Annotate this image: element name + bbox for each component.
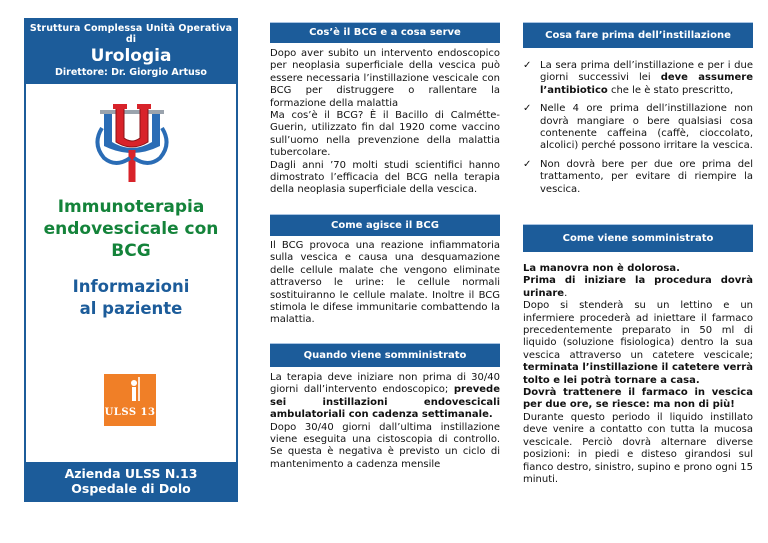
before-instillation-list (523, 60, 753, 202)
cover-panel (24, 18, 238, 502)
department-title: Urologia (90, 46, 172, 66)
when-administered-text: La terapia deve iniziare non prima di 30/40 giorni dall’intervento endoscopico; prevede sei instillazioni endovescicali ambulatoriali con cadenza settimanale. Dopo 30/40 giorni dall’ultima instillazione viene eseguita una cistoscopia di controllo. Se questa è negativa è previsto un ciclo di mantenimento a cadenza mensile (270, 372, 500, 470)
ulss-logo (104, 374, 156, 426)
section-header-before-instillation: Cosa fare prima dell’instillazione (523, 22, 753, 48)
brochure-title: Immunoterapia endovescicale con BCG (43, 197, 219, 261)
director-line: Direttore: Dr. Giorgio Artuso (55, 67, 207, 78)
section-header-how-it-works: Come agisce il BCG (270, 214, 500, 236)
hospital-footer: Azienda ULSS N.13 Ospedale di Dolo (26, 462, 236, 500)
check-icon: ✓ (523, 103, 532, 115)
section-header-how-administered: Come viene somministrato (523, 224, 753, 252)
cover-header (26, 20, 236, 84)
person-icon (104, 374, 156, 404)
urology-logo-icon (82, 98, 182, 188)
department-line: Struttura Complessa Unità Operativa di (29, 23, 233, 45)
ulss-logo-text: ULSS 13 (104, 407, 156, 418)
list-item: ✓ Non dovrà bere per due ore prima del trattamento, per evitare di riempire la vescica. (523, 158, 753, 195)
how-administered-text: La manovra non è dolorosa. Prima di iniziare la procedura dovrà urinare. Dopo si stenderà su un lettino e un infermiere procederà ad iniettare il farmaco precedentemente preparato in 50 ml di liquido (soluzione fisiologica) dentro la sua vescica attraverso un catetere vescicale; terminata l’instillazione il catetere verrà tolto e lei potrà tornare a casa. Dovrà trattenere il farmaco in vescica per due ore, se riesce: ma non di più! Durante questo periodo il liquido instillato deve venire a contatto con tutta la mucosa vescicale. Perciò dovrà alternare diverse posizioni: in piedi e disteso girandosi sul fianco destro, sinistro, supino e prono ogni 15 minuti. (523, 263, 753, 485)
what-is-bcg-text: Dopo aver subito un intervento endoscopico per neoplasia superficiale della vescica può essere necessaria l’instillazione vescicale con BCG per distruggere o rallentare la formazione della malattia Ma cos’è il BCG? È il Bacillo di Calmétte-Guerin, utilizzato fin dal 1920 come vaccino sull’uomo nella prevenzione della malattia tubercolare. Dagli anni ’70 molti studi scientifici hanno dimostrato l’efficacia del BCG nella terapia della neoplasia superficiale della vescica. (270, 48, 500, 196)
list-item: ✓ Nelle 4 ore prima dell’instillazione non dovrà mangiare o bere qualsiasi cosa contenente caffeina (caffè, cioccolato, alcolici) perché possono irritare la vescica. (523, 103, 753, 152)
section-header-when-administered: Quando viene somministrato (270, 343, 500, 367)
how-it-works-text: Il BCG provoca una reazione infiammatoria sulla vescica e causa una desquamazione delle cellule malate che vengono eliminate attraverso le urine: le cellule normali sostituiranno le cellule malate. Inoltre il BCG stimola le difese immunitarie combattendo la malattia. (270, 240, 500, 326)
list-item: ✓ La sera prima dell’instillazione e per i due giorni successivi lei deve assumere l’antibiotico che le è stato prescritto, (523, 60, 753, 96)
check-icon: ✓ (523, 60, 532, 71)
patient-info-title: Informazioni al paziente (72, 277, 190, 318)
section-header-what-is-bcg: Cos’è il BCG e a cosa serve (270, 22, 500, 43)
check-icon: ✓ (523, 158, 532, 170)
